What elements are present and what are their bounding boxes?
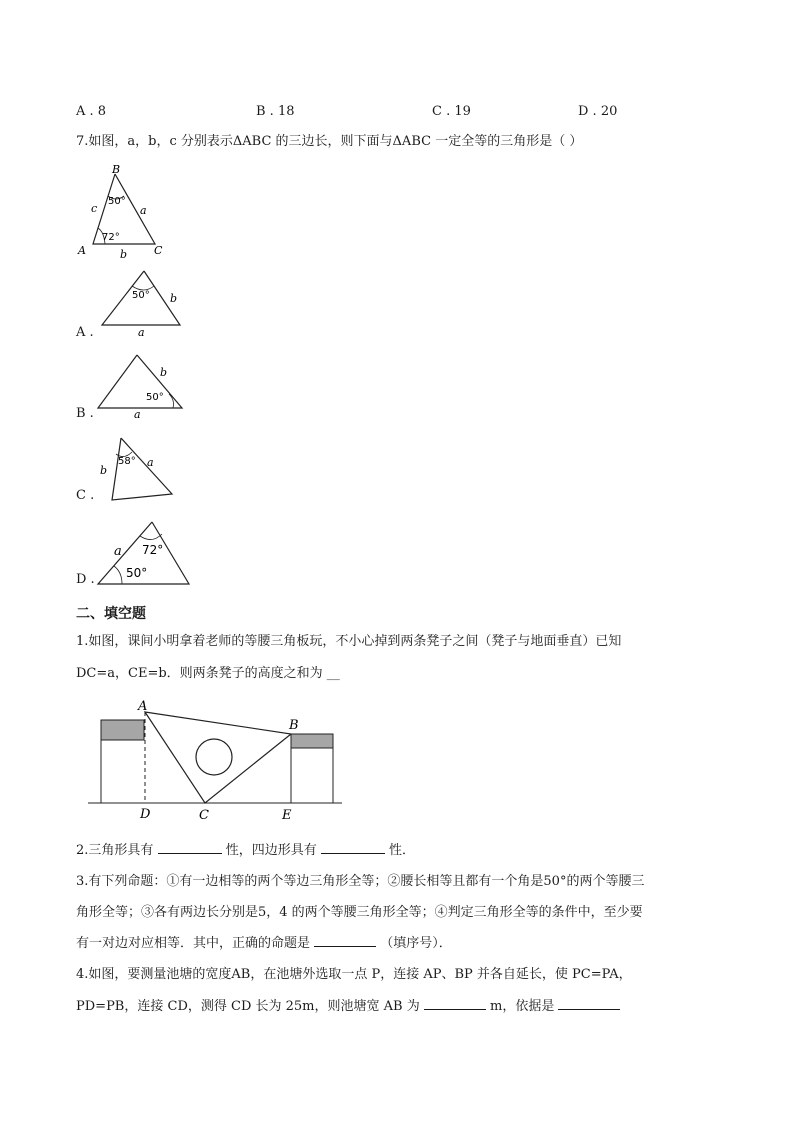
- q6-option-a: A . 8: [76, 104, 107, 119]
- fq4-line1: 4.如图，要测量池塘的宽度AB，在池塘外选取一点 P，连接 AP、BP 并各自延长，使 PC=PA，: [76, 967, 632, 982]
- label-a: a: [140, 204, 147, 217]
- fq2-blank-1[interactable]: [158, 853, 222, 854]
- q7-choice-b-label: B .: [76, 406, 94, 421]
- label-c: c: [91, 202, 98, 215]
- q7-choice-c-triangle[interactable]: [96, 434, 176, 504]
- fq3-line3: 有一对边对应相等．其中，正确的命题是 （填序号）．: [76, 936, 452, 951]
- svg-text:50°: 50°: [132, 290, 150, 301]
- fq3-blank[interactable]: [314, 946, 376, 947]
- q7-choice-a-triangle[interactable]: [96, 268, 186, 340]
- label-C: C: [154, 244, 163, 257]
- fq4-line2: PD=PB，连接 CD，测得 CD 长为 25m，则池塘宽 AB 为 m，依据是: [76, 999, 620, 1015]
- q7-choice-d-triangle[interactable]: [96, 518, 194, 588]
- angle-A: 72°: [102, 232, 120, 243]
- section-title: 二、填空题: [76, 606, 146, 622]
- label-A: A: [78, 244, 86, 257]
- fq1-bench-figure: [88, 698, 348, 824]
- svg-text:D: D: [140, 807, 151, 822]
- svg-text:C: C: [199, 808, 209, 823]
- svg-text:a: a: [147, 456, 154, 469]
- svg-text:A: A: [138, 699, 148, 714]
- svg-text:72°: 72°: [142, 543, 164, 557]
- fq1-line1: 1.如图，课间小明拿着老师的等腰三角板玩，不小心掉到两条凳子之间（凳子与地面垂直）已知: [76, 634, 622, 649]
- svg-text:a: a: [134, 408, 141, 421]
- q6-option-c: C . 19: [432, 104, 471, 119]
- q7-choice-a-label: A .: [76, 325, 94, 340]
- fq2-blank-2[interactable]: [321, 853, 385, 854]
- svg-text:a: a: [114, 544, 122, 559]
- q6-option-d: D . 20: [578, 104, 618, 119]
- q7-choice-b-triangle[interactable]: [96, 352, 188, 424]
- fq4-blank-2[interactable]: [558, 1009, 620, 1010]
- svg-text:50°: 50°: [126, 566, 148, 580]
- label-B: B: [112, 163, 121, 176]
- svg-text:b: b: [170, 292, 178, 305]
- label-b: b: [120, 248, 128, 260]
- svg-text:58°: 58°: [118, 456, 136, 467]
- q7-choice-d-label: D .: [76, 572, 95, 587]
- q7-stem: 7.如图，a，b，c 分别表示ΔABC 的三边长，则下面与ΔABC 一定全等的三角形是（ ）: [76, 134, 583, 149]
- svg-text:a: a: [138, 326, 145, 339]
- svg-text:50°: 50°: [146, 392, 164, 403]
- svg-text:E: E: [282, 808, 292, 823]
- angle-B: 50°: [108, 196, 126, 207]
- fq3-line1: 3.有下列命题：①有一边相等的两个等边三角形全等；②腰长相等且都有一个角是50°的两个等腰三: [76, 874, 645, 889]
- q7-choice-c-label: C .: [76, 488, 95, 503]
- fq3-line2: 角形全等；③各有两边长分别是5，4 的两个等腰三角形全等；④判定三角形全等的条件中，至少要: [76, 905, 643, 920]
- fq2-line: 2.三角形具有 性，四边形具有 性．: [76, 843, 415, 858]
- fq4-blank-1[interactable]: [424, 1009, 486, 1010]
- svg-text:b: b: [100, 464, 108, 477]
- svg-text:b: b: [160, 366, 168, 379]
- fq1-line2: DC=a，CE=b．则两条凳子的高度之和为 __: [76, 666, 340, 681]
- q6-option-b: B . 18: [256, 104, 295, 119]
- q7-reference-triangle: [74, 160, 174, 260]
- svg-text:B: B: [289, 718, 299, 733]
